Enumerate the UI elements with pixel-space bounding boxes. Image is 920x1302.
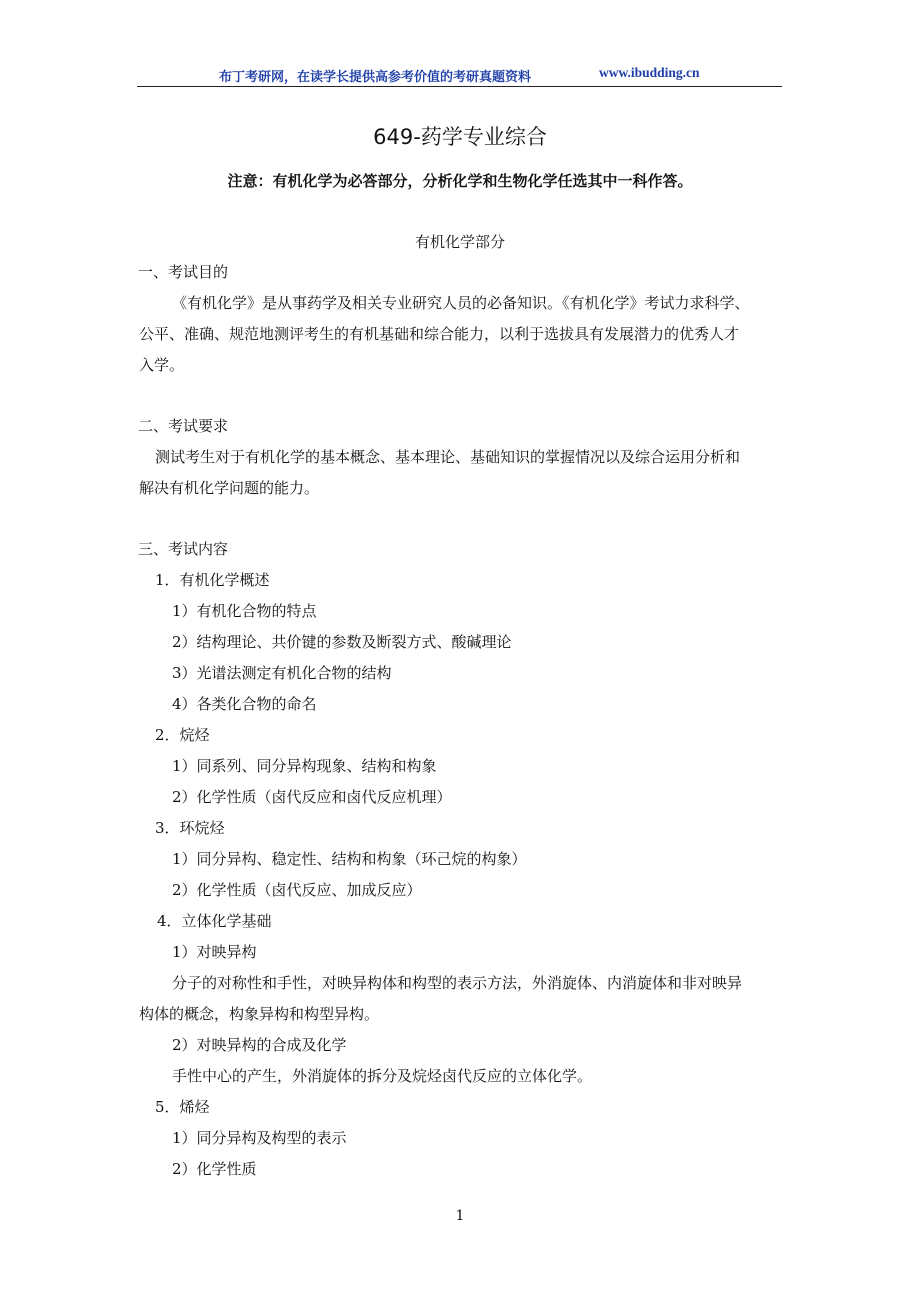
content-item: 2）化学性质（卤代反应、加成反应）	[172, 881, 422, 899]
content-item: 构体的概念，构象异构和构型异构。	[139, 1005, 380, 1023]
document-title: 649-药学专业综合	[373, 125, 547, 149]
content-item: 5．烯烃	[155, 1098, 210, 1116]
content-item: 2）化学性质	[172, 1160, 257, 1178]
content-item: 手性中心的产生，外消旋体的拆分及烷烃卤代反应的立体化学。	[172, 1067, 593, 1085]
content-item: 2）化学性质（卤代反应和卤代反应机理）	[172, 788, 452, 806]
content-item: 1．有机化学概述	[155, 571, 270, 589]
header-slogan: 布丁考研网，在读学长提供高参考价值的考研真题资料	[219, 70, 532, 85]
header-url[interactable]: www.ibudding.cn	[599, 65, 700, 80]
content-item: 分子的对称性和手性，对映异构体和构型的表示方法，外消旋体、内消旋体和非对映异	[172, 974, 743, 992]
content-item: 3）光谱法测定有机化合物的结构	[172, 664, 392, 682]
page-number: 1	[455, 1208, 465, 1224]
content-item: 1）对映异构	[172, 943, 257, 961]
paragraph-line: 测试考生对于有机化学的基本概念、基本理论、基础知识的掌握情况以及综合运用分析和	[155, 448, 741, 466]
paragraph-line: 公平、准确、规范地测评考生的有机基础和综合能力，以利于选拔具有发展潜力的优秀人才	[139, 325, 740, 343]
heading-exam-content: 三、考试内容	[138, 540, 229, 558]
content-item: 2）对映异构的合成及化学	[172, 1036, 347, 1054]
content-item: 1）同系列、同分异构现象、结构和构象	[172, 757, 437, 775]
section-title: 有机化学部分	[414, 233, 505, 251]
content-item: 1）同分异构、稳定性、结构和构象（环己烷的构象）	[172, 850, 527, 868]
paragraph-line: 《有机化学》是从事药学及相关专业研究人员的必备知识。《有机化学》考试力求科学、	[172, 294, 750, 312]
paragraph-line: 入学。	[139, 356, 185, 374]
content-item: 3．环烷烃	[155, 819, 225, 837]
content-item: 2．烷烃	[155, 726, 210, 744]
content-item: 4）各类化合物的命名	[172, 695, 317, 713]
heading-exam-requirements: 二、考试要求	[138, 417, 229, 435]
paragraph-line: 解决有机化学问题的能力。	[139, 479, 320, 497]
exam-notice: 注意：有机化学为必答部分，分析化学和生物化学任选其中一科作答。	[227, 172, 693, 190]
content-item: 1）同分异构及构型的表示	[172, 1129, 347, 1147]
content-item: 2）结构理论、共价键的参数及断裂方式、酸碱理论	[172, 633, 512, 651]
page-header	[137, 62, 782, 87]
content-item: 1）有机化合物的特点	[172, 602, 317, 620]
content-item: 4．立体化学基础	[157, 912, 272, 930]
heading-exam-purpose: 一、考试目的	[138, 263, 229, 281]
